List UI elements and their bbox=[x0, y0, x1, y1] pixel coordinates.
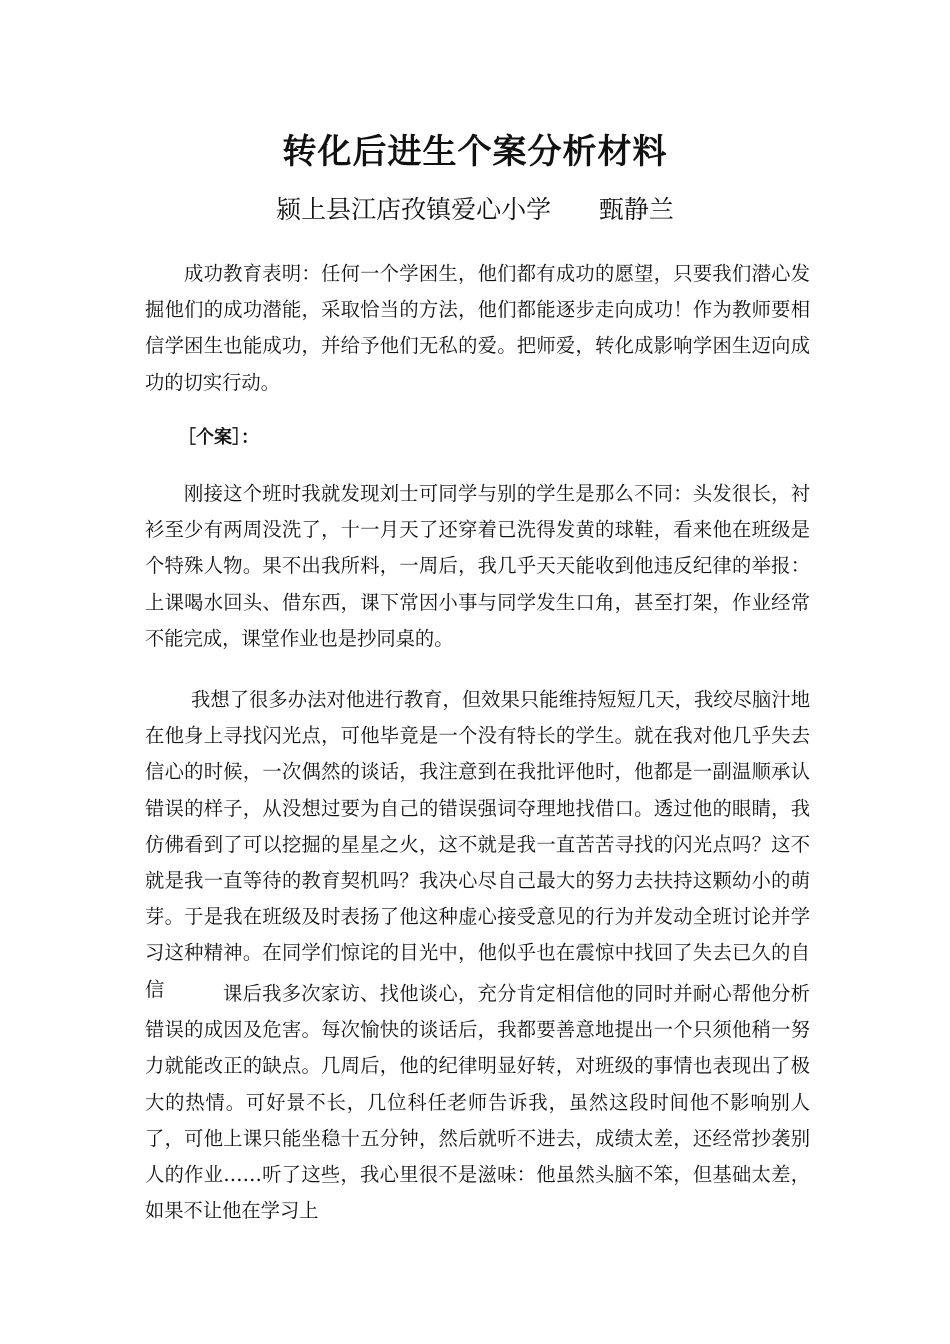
case-heading: ［个案］： bbox=[178, 427, 259, 448]
case-paragraph-3: 课后我多次家访、找他谈心，充分肯定相信他的同时并耐心帮他分析错误的成因及危害。每次愉快的谈话后，我都要善意地提出一个只须他稍一努力就能改正的缺点。几周后，他的纪律明显好转，对班级的事情也表现出了极大的热情。可好景不长，几位科任老师告诉我，虽然这段时间他不影响别人了，可他上课只能坐稳十五分钟，然后就听不进去，成绩太差，还经常抄袭别人的作业……听了这些，我心里很不是滋味：他虽然头脑不笨，但基础太差，如果不让他在学习上 bbox=[145, 982, 810, 1223]
case-paragraph-1: 刚接这个班时我就发现刘士可同学与别的学生是那么不同：头发很长，衬衫至少有两周没洗了，十一月天了还穿着已洗得发黄的球鞋，看来他在班级是个特殊人物。果不出我所料，一周后，我几乎天天能收到他违反纪律的举报：上课喝水回头、借东西，课下常因小事与同学发生口角，甚至打架，作业经常不能完成，课堂作业也是抄同桌的。 bbox=[145, 482, 810, 650]
document-title: 转化后进生个案分析材料 bbox=[282, 132, 668, 172]
intro-paragraph: 成功教育表明：任何一个学困生，他们都有成功的愿望，只要我们潜心发掘他们的成功潜能，采取恰当的方法，他们都能逐步走向成功！作为教师要相信学困生也能成功，并给予他们无私的爱。把师爱，转化成影响学困生迈向成功的切实行动。 bbox=[145, 262, 810, 394]
case-paragraph-2: 我想了很多办法对他进行教育，但效果只能维持短短几天，我绞尽脑汁地在他身上寻找闪光点，可他毕竟是一个没有特长的学生。就在我对他几乎失去信心的时候，一次偶然的谈话，我注意到在我批评他时，他都是一副温顺承认错误的样子，从没想过要为自己的错误强词夺理地找借口。透过他的眼睛，我仿佛看到了可以挖掘的星星之火，这不就是我一直苦苦寻找的闪光点吗？这不就是我一直等待的教育契机吗？我决心尽自己最大的努力去扶持这颗幼小的萌芽。于是我在班级及时表扬了他这种虚心接受意见的行为并发动全班讨论并学习这种精神。在同学们惊诧的目光中，他似乎也在震惊中找回了失去已久的自信 bbox=[145, 688, 810, 1001]
author-line: 颍上县江店孜镇爱心小学 甄静兰 bbox=[276, 195, 674, 224]
